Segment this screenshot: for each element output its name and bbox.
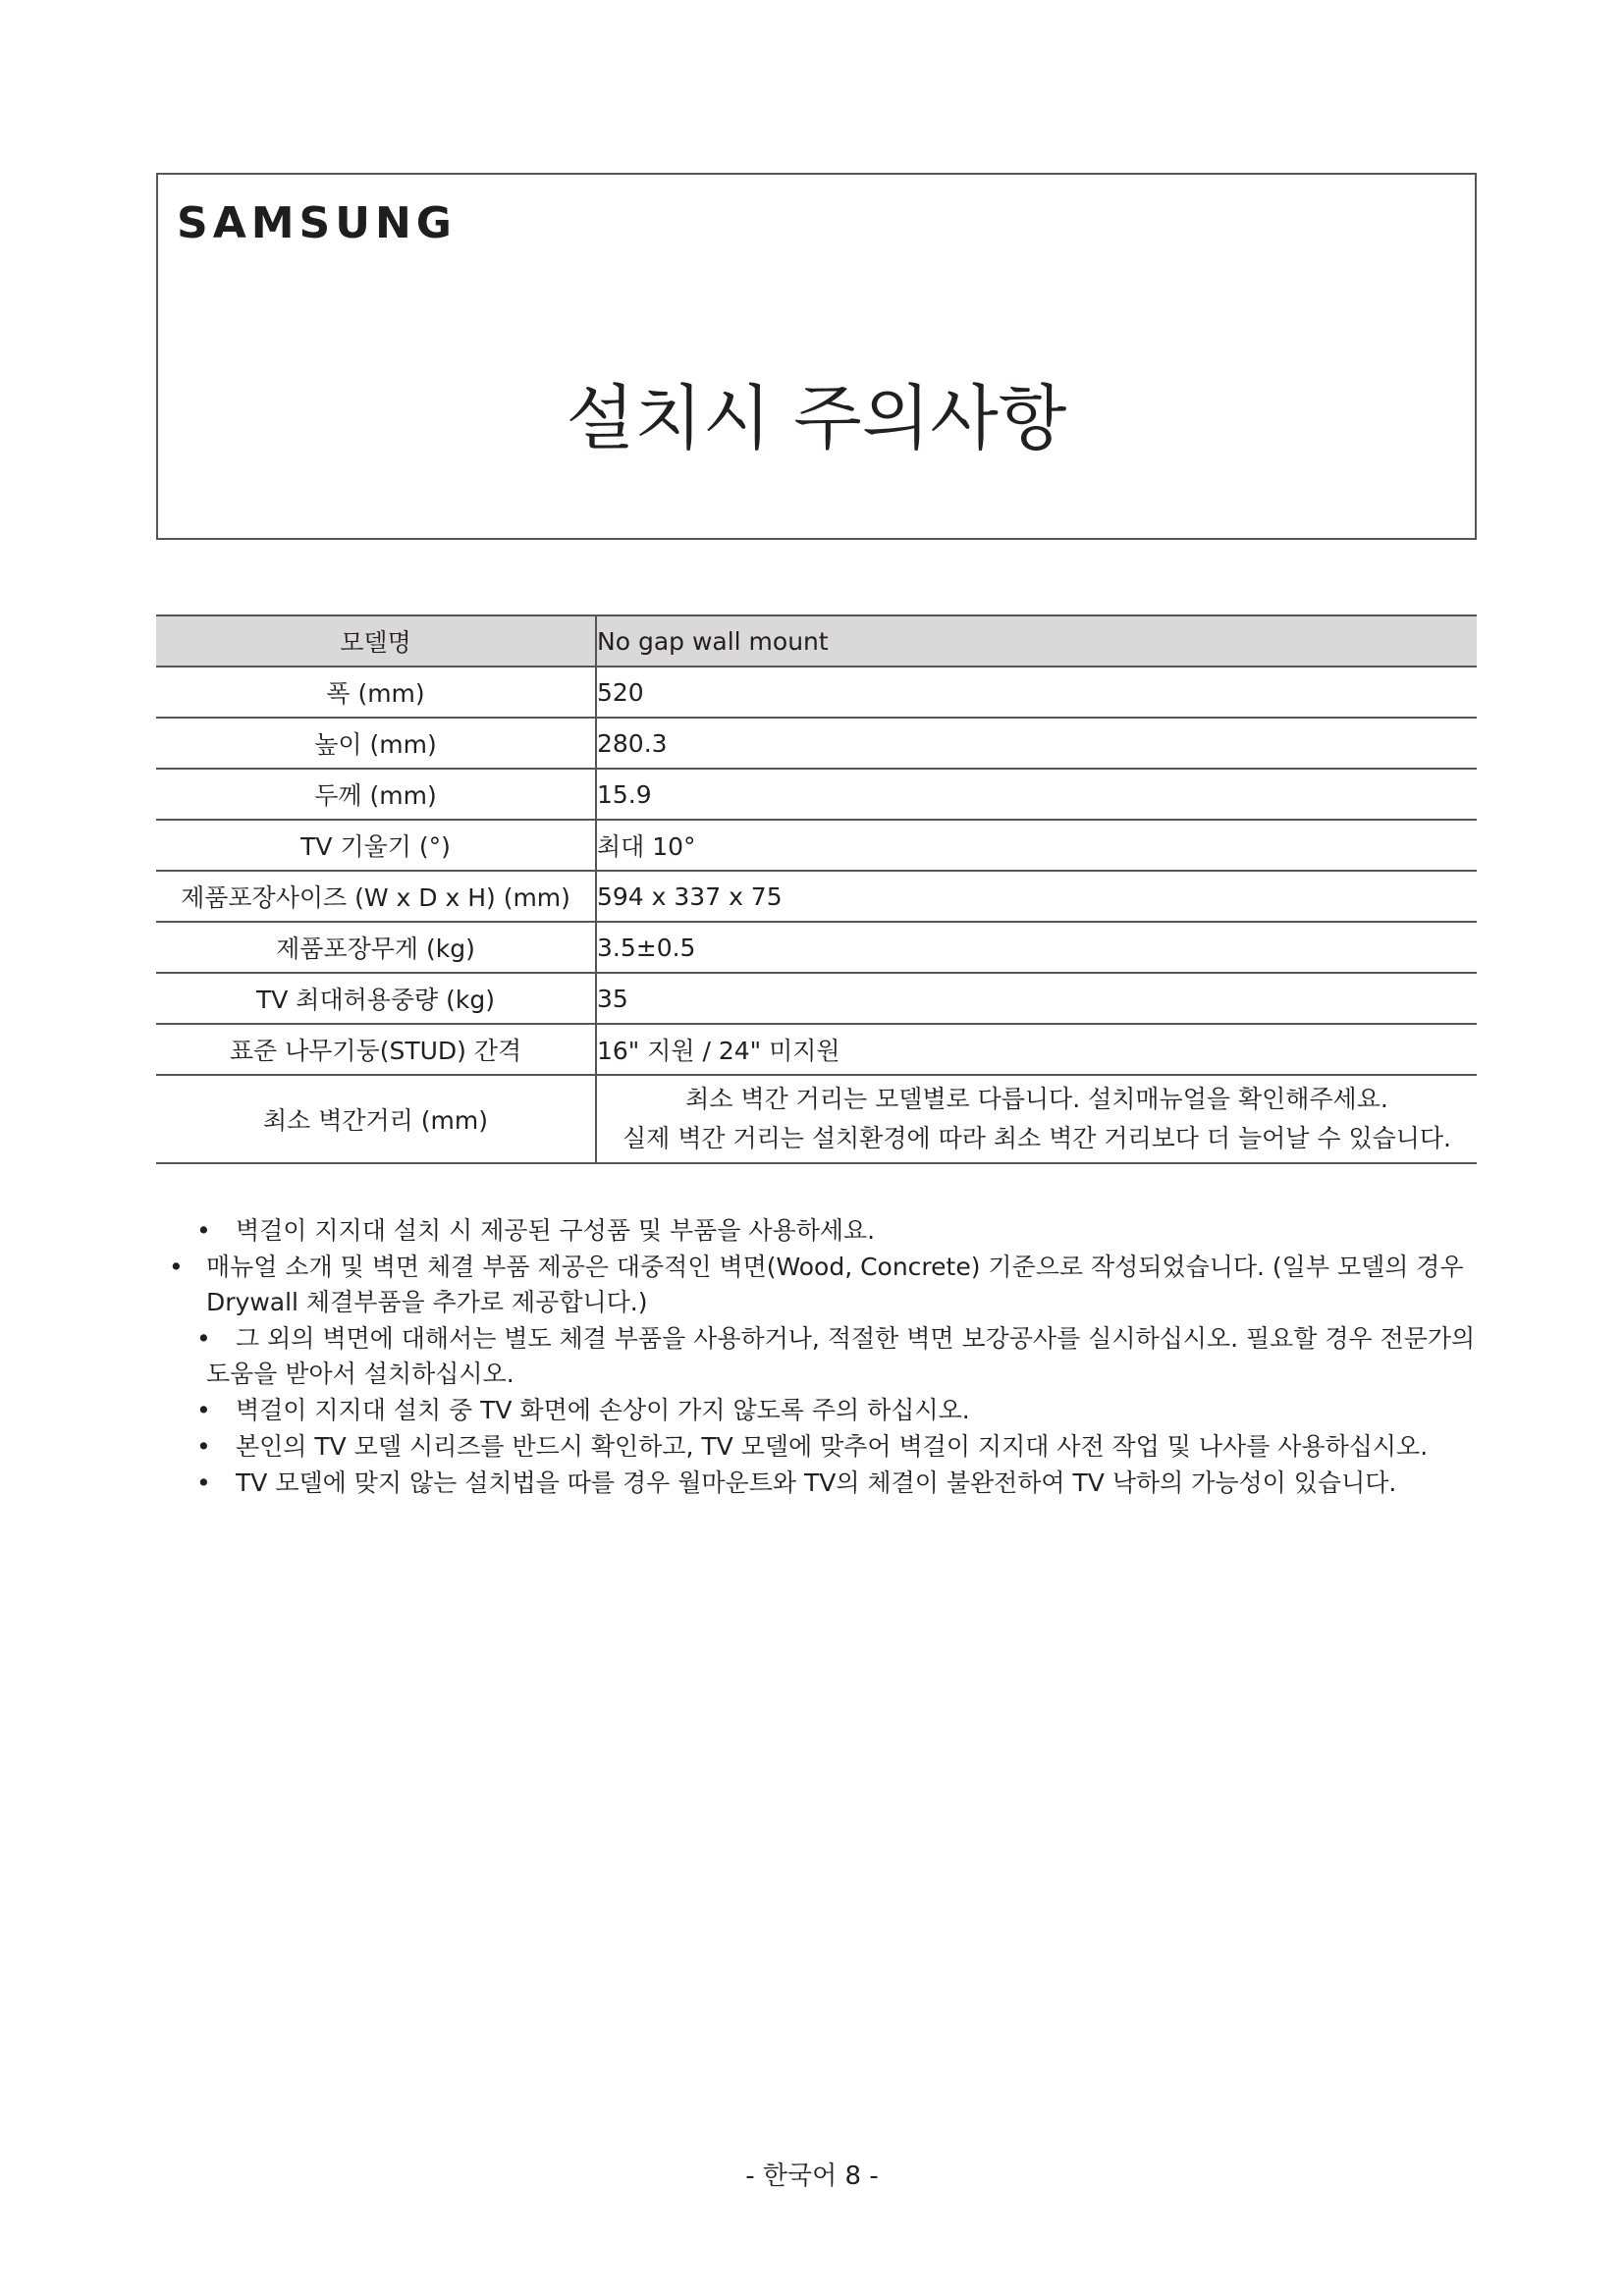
row-value-line: 실제 벽간 거리는 설치환경에 따라 최소 벽간 거리보다 더 늘어날 수 있습니다.	[622, 1124, 1451, 1152]
samsung-logo: SAMSUNG	[177, 198, 457, 248]
row-label: 폭 (mm)	[156, 667, 596, 718]
row-label: 높이 (mm)	[156, 718, 596, 769]
table-row	[156, 718, 1477, 769]
bullet-icon: •	[196, 1216, 211, 1245]
row-label: 표준 나무기둥(STUD) 간격	[156, 1024, 596, 1075]
row-label: TV 최대허용중량 (kg)	[156, 973, 596, 1024]
list-item	[167, 1429, 1492, 1465]
list-item-text: 그 외의 벽면에 대해서는 별도 체결 부품을 사용하거나, 적절한 벽면 보강공사를 실시하십시오. 필요할 경우 전문가의	[236, 1324, 1476, 1353]
bullet-icon: •	[169, 1253, 184, 1281]
list-item	[167, 1213, 1492, 1249]
bullet-icon: •	[196, 1324, 211, 1353]
table-row	[156, 871, 1477, 922]
row-value: 15.9	[597, 779, 652, 809]
list-item-text: 벽걸이 지지대 설치 중 TV 화면에 손상이 가지 않도록 주의 하십시오.	[236, 1396, 970, 1424]
row-label: 최소 벽간거리 (mm)	[156, 1075, 596, 1163]
row-label: TV 기울기 (°)	[156, 820, 596, 871]
table-row	[156, 1024, 1477, 1075]
table-row	[156, 769, 1477, 820]
list-item	[167, 1393, 1492, 1428]
row-label: 제품포장사이즈 (W x D x H) (mm)	[156, 871, 596, 922]
row-value	[596, 1075, 1477, 1163]
list-item-text: 매뉴얼 소개 및 벽면 체결 부품 제공은 대중적인 벽면(Wood, Concrete) 기준으로 작성되었습니다. (일부 모델의 경우	[206, 1253, 1464, 1281]
row-value: 16" 지원 / 24" 미지원	[597, 1037, 840, 1065]
list-item	[167, 1321, 1492, 1392]
row-value: 594 x 337 x 75	[597, 881, 783, 911]
page-title: 설치시 주의사항	[566, 377, 1067, 459]
table-row	[156, 973, 1477, 1024]
table-row	[156, 1075, 1477, 1163]
table-row	[156, 667, 1477, 718]
page-number: - 한국어 8 -	[745, 2162, 879, 2191]
row-value-line: 최소 벽간 거리는 모델별로 다릅니다. 설치매뉴얼을 확인해주세요.	[685, 1085, 1388, 1113]
row-value: No gap wall mount	[597, 626, 829, 656]
list-item-text: 벽걸이 지지대 설치 시 제공된 구성품 및 부품을 사용하세요.	[236, 1216, 876, 1245]
list-item-text: TV 모델에 맞지 않는 설치법을 따를 경우 월마운트와 TV의 체결이 불완전하여 TV 낙하의 가능성이 있습니다.	[236, 1468, 1397, 1497]
table-row	[156, 615, 1477, 667]
row-value: 최대 10°	[597, 832, 696, 861]
header-box	[156, 173, 1477, 540]
row-value: 520	[597, 677, 644, 707]
table-row	[156, 820, 1477, 871]
notes-list	[167, 1213, 1492, 1502]
list-item-text: 본인의 TV 모델 시리즈를 반드시 확인하고, TV 모델에 맞추어 벽걸이 지지대 사전 작업 및 나사를 사용하십시오.	[236, 1432, 1429, 1461]
row-value: 280.3	[597, 728, 668, 758]
table-row	[156, 922, 1477, 973]
row-value: 35	[597, 984, 628, 1013]
list-item-text-cont: 도움을 받아서 설치하십시오.	[206, 1360, 514, 1388]
row-value: 3.5±0.5	[597, 933, 696, 962]
list-item	[167, 1466, 1492, 1501]
row-label: 제품포장무게 (kg)	[156, 922, 596, 973]
row-label: 모델명	[156, 615, 596, 667]
list-item	[167, 1250, 1492, 1320]
bullet-icon: •	[196, 1468, 211, 1497]
spec-table	[156, 614, 1477, 1164]
list-item-text-cont: Drywall 체결부품을 추가로 제공합니다.)	[206, 1288, 648, 1316]
bullet-icon: •	[196, 1396, 211, 1424]
row-label: 두께 (mm)	[156, 769, 596, 820]
bullet-icon: •	[196, 1432, 211, 1461]
